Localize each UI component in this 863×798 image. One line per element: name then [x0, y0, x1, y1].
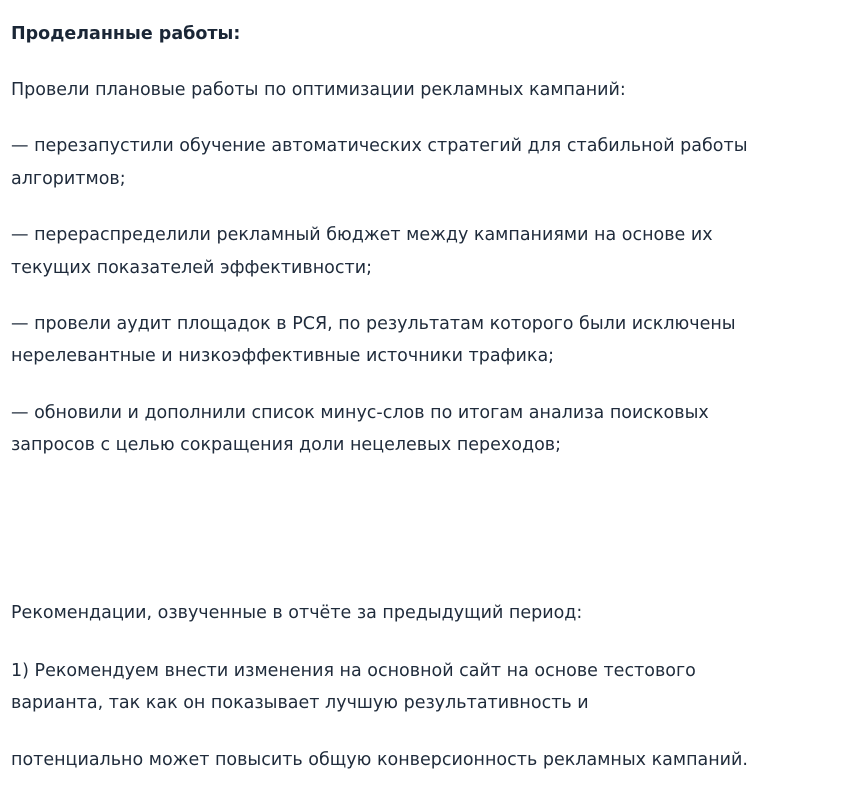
work-item-3-line-2: нерелевантные и низкоэффективные источники трафика; — [11, 346, 555, 366]
recommendation-line-2: варианта, так как он показывает лучшую результативность и — [11, 693, 589, 713]
recommendation-line-1: 1) Рекомендуем внести изменения на основной сайт на основе тестового — [11, 661, 696, 681]
work-item-2-line-1: — перераспределили рекламный бюджет между кампаниями на основе их — [11, 225, 713, 245]
work-item-4-line-2: запросов с целью сокращения доли нецелевых переходов; — [11, 435, 562, 455]
intro-text: Провели плановые работы по оптимизации рекламных кампаний: — [11, 80, 626, 100]
section-heading: Проделанные работы: — [11, 24, 241, 44]
work-item-1-line-1: — перезапустили обучение автоматических стратегий для стабильной работы — [11, 136, 748, 156]
recommendations-title: Рекомендации, озвученные в отчёте за предыдущий период: — [11, 603, 583, 623]
recommendation-line-3: потенциально может повысить общую конверсионность рекламных кампаний. — [11, 750, 748, 770]
work-item-1-line-2: алгоритмов; — [11, 169, 126, 189]
work-item-3-line-1: — провели аудит площадок в РСЯ, по результатам которого были исключены — [11, 314, 736, 334]
work-item-4-line-1: — обновили и дополнили список минус-слов по итогам анализа поисковых — [11, 403, 709, 423]
work-item-2-line-2: текущих показателей эффективности; — [11, 258, 372, 278]
